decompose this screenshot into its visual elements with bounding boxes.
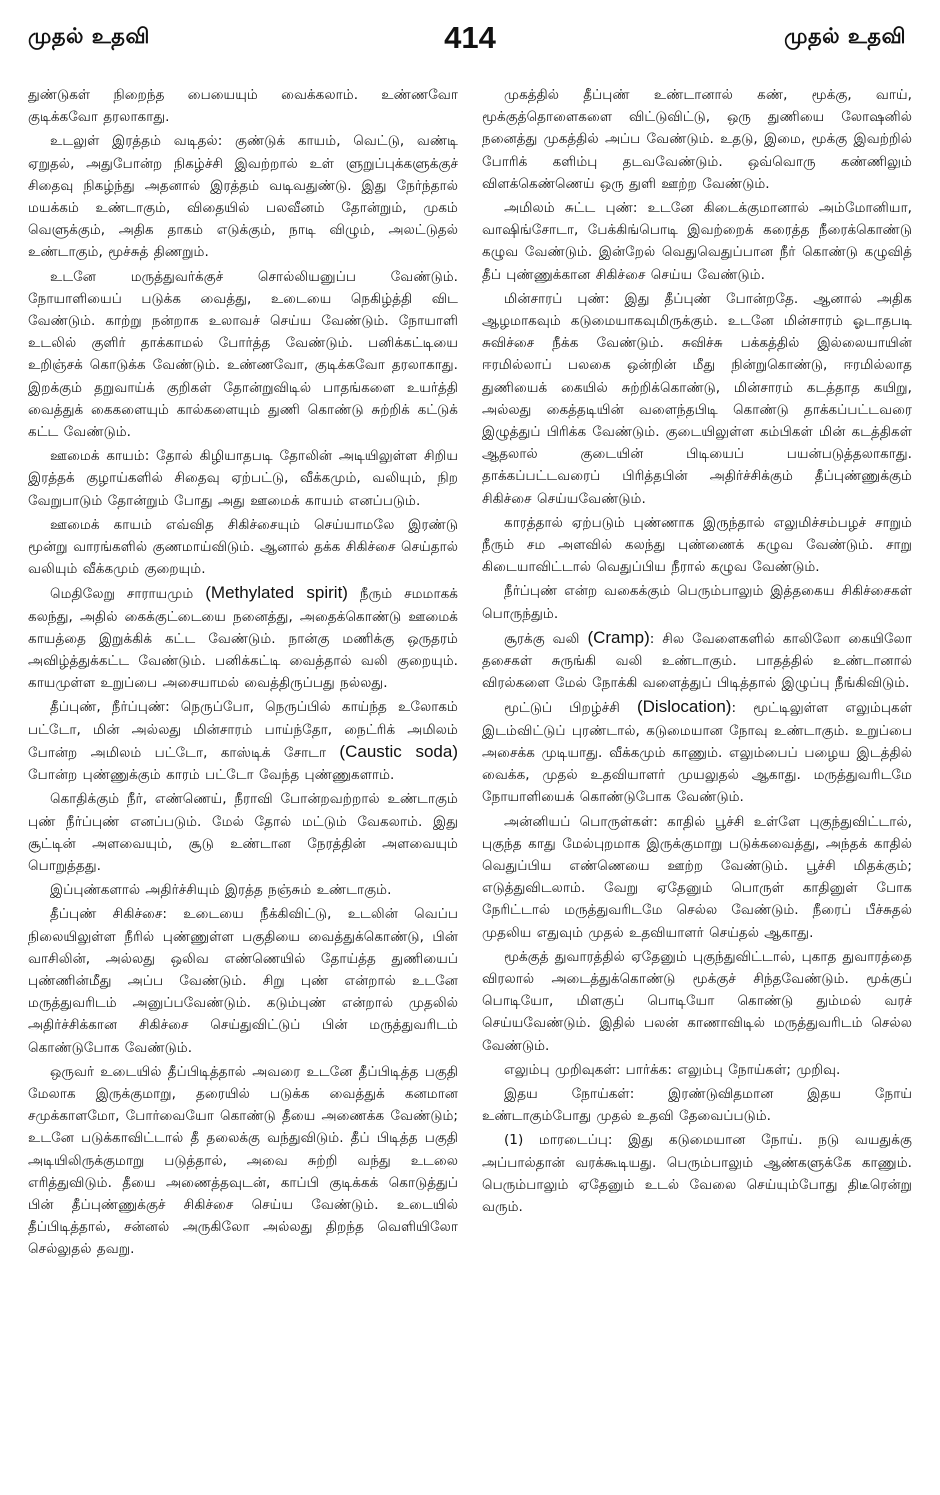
page-number: 414 <box>444 20 496 55</box>
paragraph-text: மெதிலேறு சாராயமும் <box>50 586 206 603</box>
english-term: (Dislocation) <box>636 697 732 717</box>
paragraph-text: : மூட்டிலுள்ள எலும்புகள் இடம்விட்டுப் புரண்டால், கடுமையான நோவு உண்டாகும். உறுப்பை அசைக்க முடியாது. வீக்கமும் காணும். எலும்பைப் பழைய இடத்தில் வைக்க, முதல் உதவியாளர் முயலுதல் ஆகாது. மருத்துவரிடமே நோயாளியைக் கொண்டுபோக வேண்டும். <box>482 700 912 806</box>
running-head-left: முதல் உதவி <box>28 24 150 48</box>
paragraph: முகத்தில் தீப்புண் உண்டானால் கண், மூக்கு, வாய், மூக்குத்தொளைகளை விட்டுவிட்டு, ஒரு துணியை லோஷனில் நனைத்து முகத்தில் அப்ப வேண்டும். உதடு, இமை, மூக்கு இவற்றில் போரிக் களிம்பு தடவவேண்டும். ஒவ்வொரு கண்ணிலும் விளக்கெண்ணெய் ஒரு துளி ஊற்ற வேண்டும். <box>482 87 912 192</box>
paragraph-text: போன்ற புண்ணுக்கும் காரம் பட்டோ வேந்த புண்ணுகளாம். <box>28 767 395 784</box>
paragraph: துண்டுகள் நிறைந்த பையையும் வைக்கலாம். உண்ணவோ குடிக்கவோ தரலாகாது. <box>28 87 458 126</box>
english-term: (Caustic soda) <box>339 741 458 761</box>
paragraph: அன்னியப் பொருள்கள்: காதில் பூச்சி உள்ளே புகுந்துவிட்டால், புகுந்த காது மேல்புறமாக இருக்குமாறு படுக்கவைத்து, அந்தக் காதில் வெதுப்பிய எண்ணெயை ஊற்ற வேண்டும். பூச்சி மிதக்கும்; எடுத்துவிடலாம். வேறு ஏதேனும் பொருள் காதினுள் போக நேரிட்டால் மருத்துவரிடமே செல்ல வேண்டும். நீரைப் பீச்சுதல் முதலிய எதுவும் முதல் உதவியாளர் செய்தல் ஆகாது. <box>482 813 912 941</box>
text-columns <box>28 84 912 1263</box>
paragraph <box>28 582 458 694</box>
paragraph-text: மூட்டுப் பிறழ்ச்சி <box>504 700 637 717</box>
paragraph: மின்சாரப் புண்: இது தீப்புண் போன்றதே. ஆனால் அதிக ஆழமாகவும் கடுமையாகவுமிருக்கும். உடனே மின்சாரம் ஓடாதபடி சுவிச்சை நீக்க வேண்டும். சுவிச்சு பக்கத்தில் இல்லையாயின் ஈரமில்லாப் பலகை ஒன்றின் மீது நின்றுகொண்டு, ஈரமில்லாத துணியைக் கையில் சுற்றிக்கொண்டு, மின்சாரம் கடத்தாத கயிறு, அல்லது கைத்தடியின் வளைந்தபிடி கொண்டு தாக்கப்பட்டவரை இழுத்துப் பிரிக்க வேண்டும். குடையிலுள்ள கம்பிகள் மின் கடத்திகள் ஆதலால் குடையின் பிடியைப் பயன்படுத்தலாகாது. தாக்கப்பட்டவரைப் பிரித்தபின் அதிர்ச்சிக்கும் தீப்புண்ணுக்கும் சிகிச்சை செய்யவேண்டும். <box>482 290 912 507</box>
paragraph: (1) மாரடைப்பு: இது கடுமையான நோய். நடு வயதுக்கு அப்பால்தான் வரக்கூடியது. பெரும்பாலும் ஆண்களுக்கே காணும். பெரும்பாலும் ஏதேனும் உடல் வேலை செய்யும்போது திடீரென்று வரும். <box>482 1132 912 1215</box>
paragraph: இப்புண்களால் அதிர்ச்சியும் இரத்த நஞ்சும் உண்டாகும். <box>50 882 392 899</box>
running-head-right: முதல் உதவி <box>784 24 906 48</box>
paragraph: இதய நோய்கள்: இரண்டுவிதமான இதய நோய் உண்டாகும்போது முதல் உதவி தேவைப்படும். <box>482 1085 912 1125</box>
paragraph: காரத்தால் ஏற்படும் புண்ணாக இருந்தால் எலுமிச்சம்பழச் சாறும் நீரும் சம அளவில் கலந்து புண்ணைக் கழுவ வேண்டும். சாறு கிடையாவிட்டால் வெதுப்பிய நீரால் கழுவ வேண்டும். <box>482 514 912 576</box>
paragraph <box>482 696 912 808</box>
english-term: (Methylated spirit) <box>205 583 348 603</box>
page-header <box>28 20 912 70</box>
paragraph: நீர்ப்புண் என்ற வகைக்கும் பெரும்பாலும் இத்தகைய சிகிச்சைகள் பொருந்தும். <box>482 583 912 622</box>
paragraph: தீப்புண் சிகிச்சை: உடையை நீக்கிவிட்டு, உடலின் வெப்ப நிலையிலுள்ள நீரில் புண்ணுள்ள பகுதியை வைத்துக்கொண்டு, பின் வாசிலின், அல்லது ஒலிவ எண்ணெயில் தோய்த்த துணியைப் புண்ணின்மீது அப்ப வேண்டும். சிறு புண் என்றால் உடனே மருத்துவரிடம் அனுப்பவேண்டும். கடும்புண் என்றால் முதலில் அதிர்ச்சிக்கான சிகிச்சை செய்துவிட்டுப் பின் மருத்துவரிடம் கொண்டுபோக வேண்டும். <box>28 906 458 1056</box>
paragraph: கொதிக்கும் நீர், எண்ணெய், நீராவி போன்றவற்றால் உண்டாகும் புண் நீர்ப்புண் எனப்படும். மேல் தோல் மட்டும் வேகலாம். இது சூட்டின் அளவையும், சூடு உண்டான நேரத்தின் அளவையும் பொறுத்தது. <box>28 791 458 874</box>
paragraph: ஊமைக் காயம்: தோல் கிழியாதபடி தோலின் அடியிலுள்ள சிறிய இரத்தக் குழாய்களில் சிதைவு ஏற்பட்டு, வீக்கமும், வலியும், நிற வேறுபாடும் தோன்றும் போது அது ஊமைக் காயம் எனப்படும். <box>28 448 458 509</box>
paragraph: உடலுள் இரத்தம் வடிதல்: குண்டுக் காயம், வெட்டு, வண்டி ஏறுதல், அதுபோன்ற நிகழ்ச்சி இவற்றால் உள் ளுறுப்புக்களுக்குச் சிதைவு நிகழ்ந்து அதனால் இரத்தம் வடிவதுண்டு. இது நேர்ந்தால் மயக்கம் உண்டாகும், விதையில் பலவீனம் தோன்றும், முகம் வெளுக்கும், அதிக தாகம் எடுக்கும், நாடி விழும், அலட்டுதல் உண்டாகும், மூச்சுத் திணறும். <box>28 133 458 261</box>
paragraph <box>482 627 912 695</box>
left-column <box>28 84 458 1263</box>
paragraph-text: நீரும் சமமாகக் கலந்து, அதில் கைக்குட்டையை நனைத்து, அதைக்கொண்டு ஊமைக் காயத்தை இறுக்கிக் கட்ட வேண்டும். நான்கு மணிக்கு ஒருதரம் அவிழ்த்துக்கட்ட வேண்டும். பனிக்கட்டி வைத்தால் வலி குறையும். காயமுள்ள உறுப்பை அசையாமல் வைத்திருப்பது நல்லது. <box>28 586 458 692</box>
right-column <box>482 84 912 1263</box>
paragraph-text: : சில வேளைகளில் காலிலோ கையிலோ தசைகள் சுருங்கி வலி உண்டாகும். பாதத்தில் உண்டானால் விரல்களை மேல் நோக்கி வளைத்துப் பிடித்தால் இழுப்பு நீங்கிவிடும். <box>482 630 912 692</box>
paragraph-text: தீப்புண், நீர்ப்புண்: நெருப்போ, நெருப்பில் காய்ந்த உலோகம் பட்டோ, மின் அல்லது மின்சாரம் பாய்ந்தோ, நைட்ரிக் அமிலம் போன்ற அமிலம் பட்டோ, காஸ்டிக் சோடா <box>28 699 458 761</box>
english-term: (Cramp) <box>587 627 650 647</box>
paragraph: ஊமைக் காயம் எவ்வித சிகிச்சையும் செய்யாமலே இரண்டு மூன்று வாரங்களில் குணமாய்விடும். ஆனால் தக்க சிகிச்சை செய்தால் வலியும் வீக்கமும் குறையும். <box>28 516 458 578</box>
paragraph <box>28 696 458 786</box>
paragraph: உடனே மருத்துவர்க்குச் சொல்லியனுப்ப வேண்டும். நோயாளியைப் படுக்க வைத்து, உடையை நெகிழ்த்தி விட வேண்டும். காற்று நன்றாக உலாவச் செய்ய வேண்டும். நோயாளி உடலில் குளிர் தாக்காமல் போர்த்த வேண்டும். பனிக்கட்டியை உறிஞ்சக் கொடுக்க வேண்டும். உண்ணவோ, குடிக்கவோ தரலாகாது. இறக்கும் தறுவாய்க் குறிகள் தோன்றுவிடில் பாதங்களை உயர்த்தி வைத்துக் கைகளையும் கால்களையும் துணி கொண்டு சுற்றிக் கட்டுக் கட்ட வேண்டும். <box>28 268 458 441</box>
paragraph: ஒருவர் உடையில் தீப்பிடித்தால் அவரை உடனே தீப்பிடித்த பகுதி மேலாக இருக்குமாறு, தரையில் படுக்க வைத்துக் கனமான சமுக்காளமோ, போர்வையோ கொண்டு தீயை அணைக்க வேண்டும்; உடனே படுக்காவிட்டால் தீ தலைக்கு வந்துவிடும். தீப் பிடித்த பகுதி அடியிலிருக்குமாறு படுத்தால், அவை சுற்றி வந்து உடலை எரித்துவிடும். தீயை அணைத்தவுடன், காப்பி குடிக்கக் கொடுத்துப் பின் தீப்புண்ணுக்குச் சிகிச்சை செய்ய வேண்டும். உடையில் தீப்பிடித்தால், சன்னல் அருகிலோ அல்லது திறந்த வெளியிலோ செல்லுதல் தவறு. <box>28 1063 458 1258</box>
paragraph-text: சூரக்கு வலி <box>504 630 588 647</box>
paragraph: மூக்குத் துவாரத்தில் ஏதேனும் புகுந்துவிட்டால், புகாத துவாரத்தை விரலால் அடைத்துக்கொண்டு மூக்குச் சிந்தவேண்டும். மூக்குப் பொடியோ, மிளகுப் பொடியோ கொண்டு தும்மல் வரச் செய்யவேண்டும். இதில் பலன் காணாவிடில் மருத்துவரிடம் செல்ல வேண்டும். <box>482 948 912 1054</box>
paragraph: அமிலம் சுட்ட புண்: உடனே கிடைக்குமானால் அம்மோனியா, வாஷிங்சோடா, பேக்கிங்பொடி இவற்றைக் கரைத்த நீரைக்கொண்டு கழுவ வேண்டும். இன்றேல் வெதுவெதுப்பான நீர் கொண்டு கழுவித் தீப் புண்ணுக்கான சிகிச்சை செய்ய வேண்டும். <box>482 200 912 283</box>
paragraph: எலும்பு முறிவுகள்: பார்க்க: எலும்பு நோய்கள்; முறிவு. <box>504 1061 841 1078</box>
